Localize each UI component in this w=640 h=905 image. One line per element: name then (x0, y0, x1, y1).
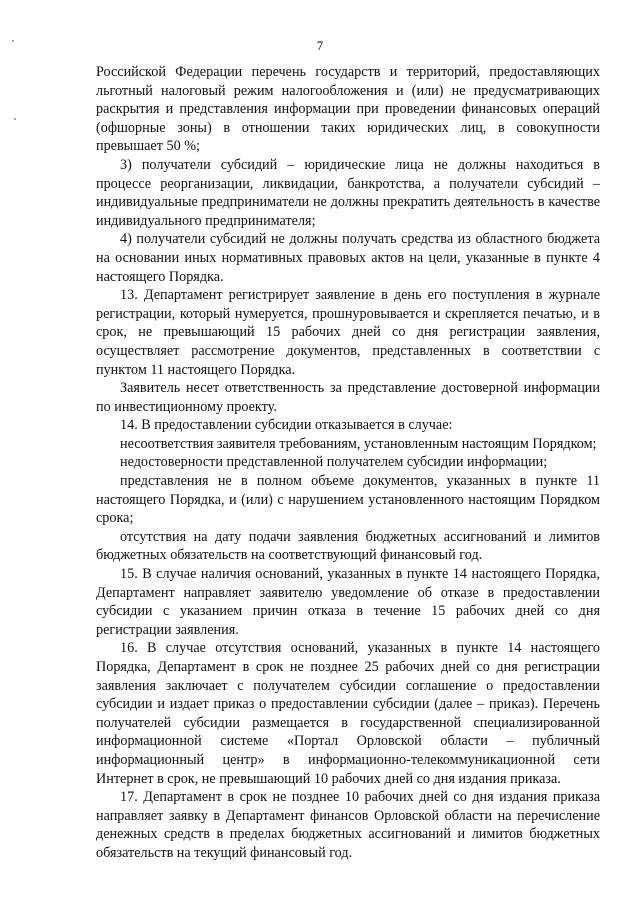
paragraph: Заявитель несет ответственность за представление достоверной информации по инвестиционному проекту. (96, 380, 600, 415)
paragraph: 17. Департамент в срок не позднее 10 рабочих дней со дня издания приказа направляет заявку в Департамент финансов Орловской области на перечисление денежных средств в пределах бюджетных ассигнований и лимитов бюджетных обязательств на текущий финансовый год. (96, 789, 600, 861)
paragraph: 16. В случае отсутствия оснований, указанных в пункте 14 настоящего Порядка, Департамент в срок не позднее 25 рабочих дней со дня регистрации заявления заключает с получателем субсидии соглашение о предоставлении субсидии и издает приказ о предоставлении субсидии (далее – приказ). Перечень получателей субсидии размещается в государственной специализированной информационной системе «Портал Орловской области – публичный информационный центр» в информационно-телекоммуникационной сети Интернет в срок, не превышающий 10 рабочих дней со дня издания приказа. (96, 640, 600, 787)
document-body (96, 63, 600, 863)
paragraph: несоответствия заявителя требованиям, установленным настоящим Порядком; (120, 435, 597, 452)
scan-speck (14, 118, 16, 120)
paragraph: отсутствия на дату подачи заявления бюджетных ассигнований и лимитов бюджетных обязательств на соответствующий финансовый год. (96, 528, 600, 564)
paragraph: 14. В предоставлении субсидии отказывается в случае: (120, 417, 453, 434)
paragraph: недостоверности представленной получателем субсидии информации; (120, 454, 548, 471)
paragraph: 15. В случае наличия оснований, указанных в пункте 14 настоящего Порядка, Департамент направляет заявителю уведомление об отказе в предоставлении субсидии с указанием причин отказа в течение 15 рабочих дней со дня регистрации заявления. (96, 566, 600, 638)
paragraph: 3) получатели субсидий – юридические лица не должны находиться в процессе реорганизации, ликвидации, банкротства, а получатели субсидий – индивидуальные предприниматели не должны прекратить деятельность в качестве индивидуального предпринимателя; (96, 156, 600, 229)
page-number: 7 (316, 38, 324, 53)
paragraph: Российской Федерации перечень государств и территорий, предоставляющих льготный налоговый режим налогообложения и (или) не предусматривающих раскрытия и представления информации при проведении финансовых операций (офшорные зоны) в отношении таких юридических лиц, в совокупности превышает 50 %; (96, 64, 600, 155)
paragraph: представления не в полном объеме документов, указанных в пункте 11 настоящего Порядка, и (или) с нарушением установленного настоящим Порядком срока; (96, 473, 600, 527)
paragraph: 4) получатели субсидий не должны получать средства из областного бюджета на основании иных нормативных правовых актов на цели, указанные в пункте 4 настоящего Порядка. (96, 231, 600, 285)
paragraph: 13. Департамент регистрирует заявление в день его поступления в журнале регистрации, который нумеруется, прошнуровывается и скрепляется печатью, и в срок, не превышающий 15 рабочих дней со дня регистрации заявления, осуществляет рассмотрение документов, представленных в соответствии с пунктом 11 настоящего Порядка. (96, 287, 600, 378)
